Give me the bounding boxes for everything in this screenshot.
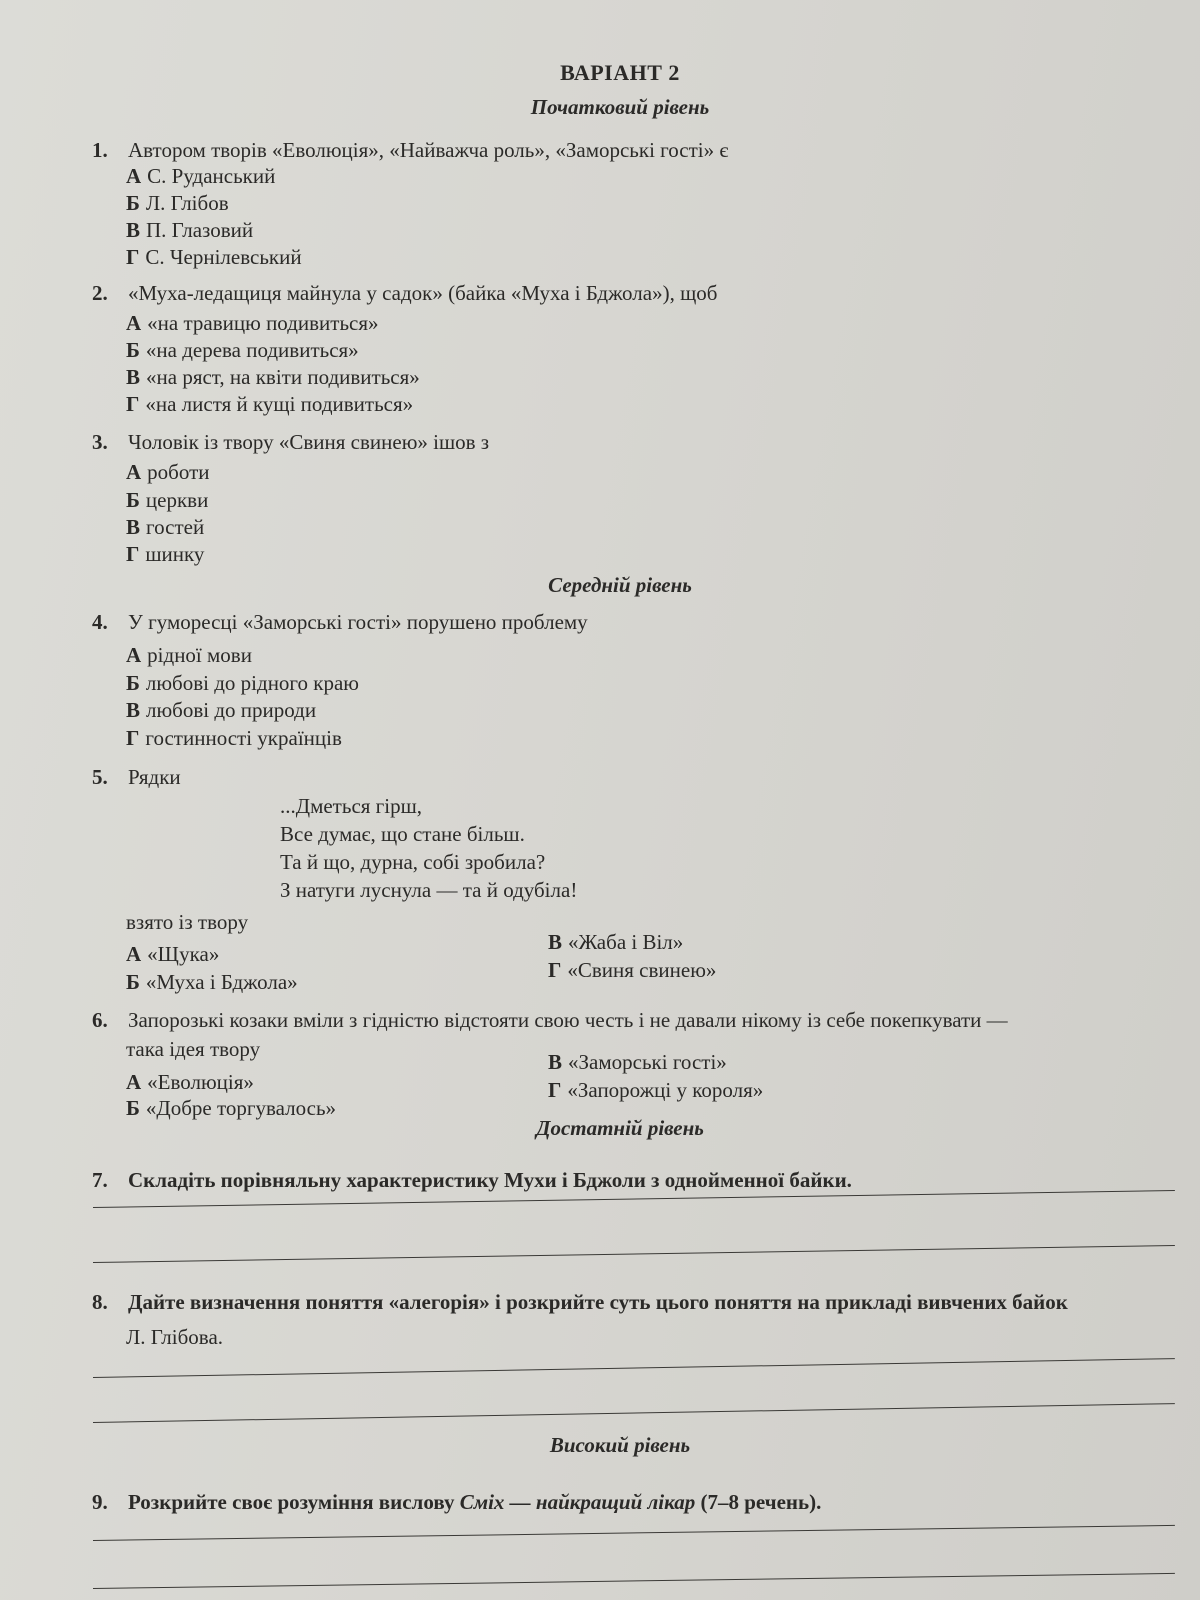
poem-line: ...Дметься гірш, — [280, 794, 423, 818]
level-heading-sufficient: Достатній рівень — [536, 1116, 704, 1140]
question-7 — [92, 1168, 852, 1193]
question-text: Чоловік із твору «Свиня свинею» ішов з — [128, 430, 490, 454]
option-3c: В гостей — [126, 515, 205, 539]
answer-line[interactable] — [93, 1525, 1175, 1541]
question-number: 8. — [92, 1290, 108, 1314]
option-4b: Б любові до рідного краю — [126, 671, 359, 695]
question-2 — [92, 281, 717, 306]
question-text: Автором творів «Еволюція», «Найважча роль», «Заморські гості» є — [128, 138, 729, 162]
level-heading-initial: Початковий рівень — [530, 95, 710, 119]
level-heading-high: Високий рівень — [549, 1433, 691, 1457]
question-number: 4. — [92, 610, 108, 634]
option-4d: Г гостинності українців — [126, 726, 342, 750]
poem-quote — [280, 792, 577, 904]
option-4a: А рідної мови — [126, 643, 252, 667]
option-5b: Б «Муха і Бджола» — [126, 970, 298, 994]
question-9 — [92, 1490, 821, 1515]
question-3 — [92, 430, 489, 455]
option-1b: Б Л. Глібов — [126, 191, 229, 215]
question-number: 9. — [92, 1490, 108, 1514]
question-number: 7. — [92, 1168, 108, 1192]
question-number: 1. — [92, 138, 108, 162]
poem-line: Все думає, що стане більш. — [280, 822, 525, 846]
page-title: ВАРІАНТ 2 — [560, 60, 680, 85]
option-6b: Б «Добре торгувалось» — [126, 1096, 337, 1120]
question-text: Рядки — [128, 765, 181, 789]
option-1d: Г С. Чернілевський — [126, 245, 302, 269]
option-2c: В «на ряст, на квіти подивиться» — [126, 365, 420, 389]
answer-line[interactable] — [93, 1403, 1175, 1423]
question-number: 5. — [92, 765, 108, 789]
question-number: 6. — [92, 1008, 108, 1032]
question-8-continuation: Л. Глібова. — [126, 1325, 224, 1349]
question-5-continuation: взято із твору — [126, 910, 249, 934]
option-5a: А «Щука» — [126, 942, 220, 966]
question-text: Запорозькі козаки вміли з гідністю відстояти свою честь і не давали нікому із себе покепкувати — — [128, 1008, 1008, 1032]
question-6-continuation: така ідея твору — [126, 1037, 261, 1061]
question-quote: Сміх — найкращий лікар — [459, 1490, 696, 1514]
answer-line[interactable] — [93, 1573, 1175, 1589]
question-number: 3. — [92, 430, 108, 454]
question-text: Розкрийте своє розуміння вислову — [128, 1490, 460, 1514]
option-1a: А С. Руданський — [126, 164, 276, 188]
question-text: Складіть порівняльну характеристику Мухи і Бджоли з однойменної байки. — [128, 1168, 852, 1192]
answer-line[interactable] — [93, 1245, 1175, 1263]
answer-line[interactable] — [93, 1358, 1175, 1378]
option-6d: Г «Запорожці у короля» — [548, 1078, 764, 1102]
option-2d: Г «на листя й кущі подивиться» — [126, 392, 414, 416]
option-3d: Г шинку — [126, 542, 205, 566]
question-text: У гуморесці «Заморські гості» порушено проблему — [128, 610, 588, 634]
question-1 — [92, 138, 728, 163]
option-3b: Б церкви — [126, 488, 209, 512]
option-6a: А «Еволюція» — [126, 1070, 254, 1094]
option-3a: А роботи — [126, 460, 210, 484]
question-number: 2. — [92, 281, 108, 305]
option-2b: Б «на дерева подивиться» — [126, 338, 359, 362]
option-1c: В П. Глазовий — [126, 218, 254, 242]
option-2a: А «на травицю подивиться» — [126, 311, 379, 335]
question-8 — [92, 1290, 1068, 1315]
poem-line: Та й що, дурна, собі зробила? — [280, 850, 546, 874]
question-4 — [92, 610, 588, 635]
question-5 — [92, 765, 181, 790]
question-text: «Муха-ледащиця майнула у садок» (байка «Муха і Бджола»), щоб — [128, 281, 718, 305]
poem-line: З натуги луснула — та й одубіла! — [280, 878, 578, 902]
option-4c: В любові до природи — [126, 698, 317, 722]
option-6c: В «Заморські гості» — [548, 1050, 727, 1074]
question-text: Дайте визначення поняття «алегорія» і розкрийте суть цього поняття на прикладі вивчених байок — [128, 1290, 1068, 1314]
question-text-end: (7–8 речень). — [695, 1490, 822, 1514]
question-6 — [92, 1008, 1008, 1033]
option-5c: В «Жаба і Віл» — [548, 930, 684, 954]
option-5d: Г «Свиня свинею» — [548, 958, 717, 982]
level-heading-middle: Середній рівень — [548, 573, 692, 597]
